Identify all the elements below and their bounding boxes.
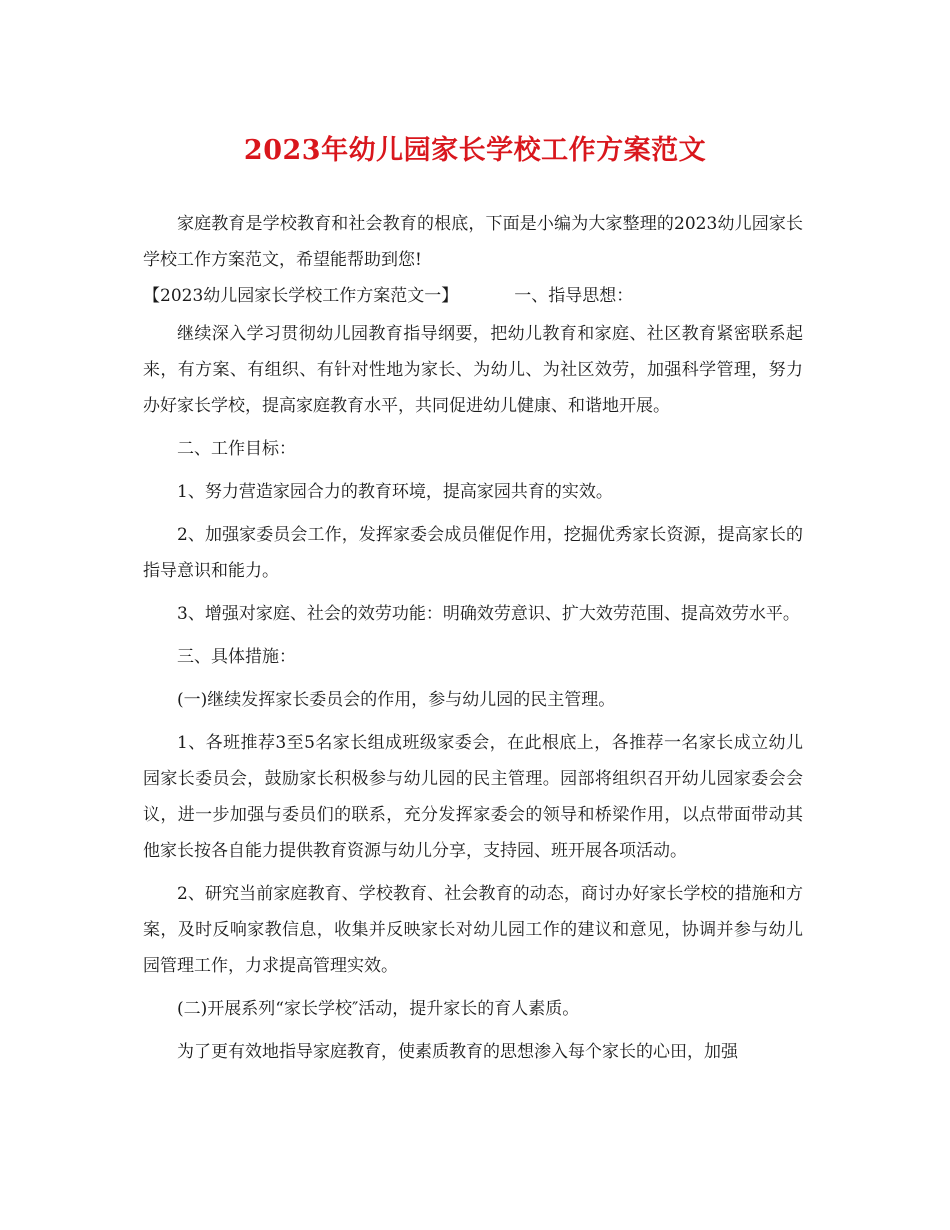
goal-item-2: 2、加强家委员会工作，发挥家委会成员催促作用，挖掘优秀家长资源，提高家长的指导意识和能力。: [143, 525, 803, 581]
document-title: 2023年幼儿园家长学校工作方案范文: [243, 135, 707, 166]
section-bracket-title: 【2023幼儿园家长学校工作方案范文一】: [143, 286, 459, 306]
measure2-body: 为了更有效地指导家庭教育，使素质教育的思想渗入每个家长的心田，加强: [177, 1042, 738, 1062]
measure1-title: (一)继续发挥家长委员会的作用，参与幼儿园的民主管理。: [177, 690, 616, 710]
section-heading-line: [143, 278, 803, 314]
measure1-item-1: 1、各班推荐3至5名家长组成班级家委会，在此根底上，各推荐一名家长成立幼儿园家长委员会，鼓励家长积极参与幼儿园的民主管理。园部将组织召开幼儿园家委会会议，进一步加强与委员们的联系，充分发挥家委会的领导和桥梁作用，以点带面带动其他家长按各自能力提供教育资源与幼儿分享，支持园、班开展各项活动。: [143, 733, 803, 861]
measure2-title: (二)开展系列“家长学校″活动，提升家长的育人素质。: [177, 999, 580, 1019]
intro-paragraph: 家庭教育是学校教育和社会教育的根底，下面是小编为大家整理的2023幼儿园家长学校工作方案范文，希望能帮助到您!: [143, 214, 803, 270]
document-body: [143, 206, 803, 1070]
section2-title: 二、工作目标：: [177, 439, 296, 459]
section1-title: 一、指导思想：: [514, 286, 634, 306]
goal-item-3: 3、增强对家庭、社会的效劳功能：明确效劳意识、扩大效劳范围、提高效劳水平。: [177, 604, 800, 624]
section1-body: 继续深入学习贯彻幼儿园教育指导纲要，把幼儿教育和家庭、社区教育紧密联系起来，有方案、有组织、有针对性地为家长、为幼儿、为社区效劳，加强科学管理，努力办好家长学校，提高家庭教育水平，共同促进幼儿健康、和谐地开展。: [143, 324, 803, 416]
section3-title: 三、具体措施：: [177, 647, 296, 667]
goal-item-1: 1、努力营造家园合力的教育环境，提高家园共育的实效。: [177, 482, 613, 502]
measure1-item-2: 2、研究当前家庭教育、学校教育、社会教育的动态，商讨办好家长学校的措施和方案，及时反响家教信息，收集并反映家长对幼儿园工作的建议和意见，协调并参与幼儿园管理工作，力求提高管理实效。: [143, 884, 803, 976]
